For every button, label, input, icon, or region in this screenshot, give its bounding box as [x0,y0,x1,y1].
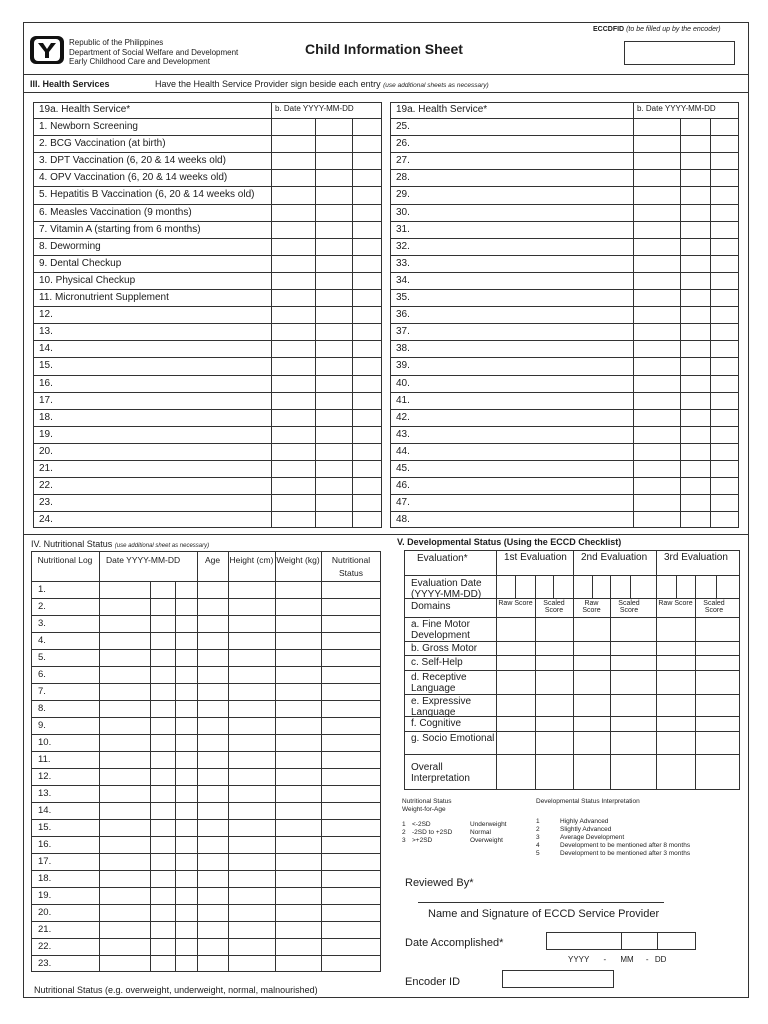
legend-text: Highly Advanced [560,818,609,825]
health-date-field[interactable] [272,187,380,202]
nutrition-header-cell: Date YYYY-MM-DD [106,555,181,565]
domain-label: b. Gross Motor [411,643,478,654]
nutrition-row-label: 21. [38,924,52,935]
header-divider [23,74,749,75]
health-section-title: III. Health Services [30,79,110,89]
health-date-field[interactable] [272,273,380,288]
col-health-service: 19a. Health Service* [39,104,131,115]
eccdfid-label: ECCDFID (to be filled up by the encoder) [593,26,721,33]
date-format-hint: YYYY - MM - DD [568,955,667,964]
nutrition-row-label: 3. [38,618,46,629]
health-row-label: 7. Vitamin A (starting from 6 months) [39,223,201,235]
table-rule [404,575,740,576]
health-date-field[interactable] [272,512,380,527]
table-rule [150,581,151,972]
nutrition-row-label: 4. [38,635,46,646]
table-rule [31,768,381,769]
nutrition-row-label: 12. [38,771,52,782]
health-date-field[interactable] [272,324,380,339]
health-row-label: 9. Dental Checkup [39,257,122,269]
dev-legend-item [536,834,736,842]
health-date-field[interactable] [272,444,380,459]
table-rule [31,870,381,871]
raw-score-header: Raw Score [498,600,533,607]
table-rule [31,598,381,599]
health-row-label: 24. [39,514,53,526]
health-date-field[interactable] [634,410,737,425]
raw-score-header: Raw Score [582,600,601,614]
table-rule [716,575,717,598]
table-rule [695,575,696,790]
health-row-label: 28. [396,172,410,184]
table-rule [175,581,176,972]
legend-text: Development to be mentioned after 3 months [560,850,691,857]
table-rule [404,655,740,656]
legend-text: 2 [536,826,540,833]
table-rule [31,938,381,939]
health-date-field[interactable] [272,393,380,408]
dev-legend-item [536,842,736,850]
legend-text: -2SD to +2SD [412,829,453,836]
health-date-field[interactable] [634,495,737,510]
health-row-label: 34. [396,274,410,286]
health-row-label: 29. [396,189,410,201]
health-row-label: 11. Micronutrient Supplement [39,292,169,303]
health-row-label: 23. [39,497,53,509]
dev-legend-item [536,826,736,834]
health-date-field[interactable] [634,444,737,459]
table-rule [31,904,381,905]
nutrition-row-label: 6. [38,669,46,680]
domain-label: c. Self-Help [411,657,463,668]
legend-text: 2 [402,829,406,836]
legend-text: Average Development [560,834,625,841]
table-rule [592,575,593,598]
nutrition-legend-item [402,837,532,845]
nutrition-header-cell: Height (cm) [229,555,274,565]
health-row-label: 4. OPV Vaccination (6, 20 & 14 weeks old) [39,172,228,184]
evaluation-date-label: Evaluation Date (YYYY-MM-DD) [411,578,482,600]
health-date-field[interactable] [634,512,737,527]
health-date-field[interactable] [272,256,380,271]
development-section-title: V. Developmental Status (Using the ECCD Checklist) [397,537,622,547]
nutrition-row-label: 17. [38,856,52,867]
health-date-field[interactable] [634,222,737,237]
table-rule [630,575,631,598]
nutrition-section-title: IV. Nutritional Status (use additional sheet as necessary) [31,539,210,549]
table-rule [515,575,516,598]
health-row-label: 39. [396,360,410,372]
health-date-field[interactable] [634,290,737,305]
org-line-3: Early Childhood Care and Development [69,57,210,66]
dev-legend-item [536,818,736,826]
legend-text: >+2SD [412,837,433,844]
table-rule [656,550,657,790]
domain-label: e. Expressive Language [411,696,472,718]
nutrition-row-label: 7. [38,686,46,697]
col-date: b. Date YYYY-MM-DD [637,104,716,113]
table-rule [31,632,381,633]
health-row-label: 17. [39,394,53,406]
table-rule [404,617,740,618]
dev-legend-item [536,850,736,858]
health-date-field[interactable] [272,307,380,322]
dev-legend [536,798,736,858]
table-rule [31,785,381,786]
nutrition-row-label: 23. [38,958,52,969]
health-row-label: 48. [396,514,410,526]
health-row-label: 25. [396,121,410,132]
table-rule [676,575,677,598]
nutrition-row-label: 10. [38,737,52,748]
dswd-logo [29,35,65,65]
health-date-field[interactable] [634,153,737,168]
health-date-field[interactable] [272,478,380,493]
table-rule [31,853,381,854]
raw-score-header: Raw Score [658,600,693,607]
nutrition-row-label: 5. [38,652,46,663]
health-row-label: 44. [396,445,410,457]
header-divider-2 [23,92,749,93]
nutrition-row-label: 8. [38,703,46,714]
health-row-label: 6. Measles Vaccination (9 months) [39,206,192,218]
health-date-field[interactable] [634,393,737,408]
health-date-field[interactable] [272,222,380,237]
health-row-label: 46. [396,480,410,492]
section-divider [23,534,749,535]
health-date-field[interactable] [272,358,380,373]
legend-text: 3 [402,837,406,844]
signature-caption: Name and Signature of ECCD Service Provider [428,908,660,920]
health-row-label: 19. [39,428,53,440]
scaled-score-header: Scaled Score [618,600,640,614]
table-rule [404,641,740,642]
table-rule [31,836,381,837]
health-row-label: 41. [396,394,410,406]
table-rule [404,754,740,755]
nutrition-legend [402,798,532,845]
health-date-field[interactable] [634,170,737,185]
legend-text: 1 [402,821,406,828]
table-rule [573,550,574,790]
scaled-score-header: Scaled Score [703,600,725,614]
table-rule [31,802,381,803]
health-date-field[interactable] [634,136,737,151]
health-row-label: 43. [396,428,410,440]
scaled-score-header: Scaled Score [543,600,565,614]
health-row-label: 1. Newborn Screening [39,121,138,132]
health-row-label: 8. Deworming [39,240,101,252]
encoder-id-field[interactable] [502,970,614,988]
nutrition-row-label: 2. [38,601,46,612]
nutrition-header-cell: Age [204,555,221,565]
org-line-2: Department of Social Welfare and Development [69,47,239,57]
table-rule [31,717,381,718]
evaluation-header: 3rd Evaluation [664,552,728,563]
health-date-field[interactable] [272,341,380,356]
nutrition-row-label: 11. [38,754,51,765]
health-row-label: 16. [39,377,53,389]
health-row-label: 31. [396,223,410,235]
health-date-field[interactable] [272,170,380,185]
health-row-label: 14. [39,343,53,355]
table-rule [31,819,381,820]
health-date-field[interactable] [272,205,380,220]
health-row-label: 2. BCG Vaccination (at birth) [39,138,166,150]
table-rule [31,751,381,752]
health-row-label: 13. [39,326,53,338]
domain-label: d. Receptive Language [411,672,467,694]
domain-label: f. Cognitive [411,718,462,729]
nutrition-row-label: 19. [38,890,52,901]
table-rule [31,921,381,922]
nutrition-footer: Nutritional Status (e.g. overweight, underweight, normal, malnourished) [34,985,318,995]
domain-label: a. Fine Motor Development [411,619,470,641]
health-row-label: 45. [396,463,410,474]
health-date-field[interactable] [634,341,737,356]
health-date-field[interactable] [272,136,380,151]
health-date-field[interactable] [272,239,380,254]
evaluation-header: 2nd Evaluation [581,552,648,563]
health-date-field[interactable] [634,307,737,322]
table-rule [404,694,740,695]
table-rule [31,887,381,888]
table-rule [496,550,497,790]
health-row-label: 30. [396,206,410,218]
health-row-label: 32. [396,240,410,252]
health-row-label: 18. [39,411,53,423]
health-row-label: 37. [396,326,410,338]
org-line-1: Republic of the Philippines [69,38,164,47]
col-date: b. Date YYYY-MM-DD [275,104,354,113]
health-instruction: Have the Health Service Provider sign beside each entry (use additional sheets as necessary) [155,79,489,89]
page-title: Child Information Sheet [305,41,463,57]
health-date-field[interactable] [272,376,380,391]
nutrition-row-label: 14. [38,805,52,816]
evaluation-header: 1st Evaluation [504,552,567,563]
org-block [69,38,238,67]
legend-text: <-2SD [412,821,431,828]
reviewed-by-label: Reviewed By* [405,877,474,889]
health-row-label: 40. [396,377,410,389]
table-rule [553,575,554,598]
domain-label: Overall Interpretation [411,762,470,784]
health-date-field[interactable] [634,187,737,202]
health-row-label: 35. [396,292,410,303]
health-date-field[interactable] [634,324,737,339]
table-rule [31,615,381,616]
health-row-label: 5. Hepatitis B Vaccination (6, 20 & 14 weeks old) [39,189,255,201]
nutrition-row-label: 22. [38,941,52,952]
health-date-field[interactable] [634,376,737,391]
legend-text: Overweight [470,837,503,844]
date-accomplished-field[interactable] [546,932,696,950]
health-row-label: 36. [396,309,410,321]
table-rule [404,731,740,732]
health-date-field[interactable] [272,495,380,510]
nutrition-legend-item [402,829,532,837]
health-date-field[interactable] [272,410,380,425]
col-health-service: 19a. Health Service* [396,104,488,115]
nutrition-row-label: 9. [38,720,46,731]
nutrition-row-label: 13. [38,788,52,799]
health-row-label: 42. [396,411,410,423]
table-rule [31,734,381,735]
encoder-id-label: Encoder ID [405,976,461,988]
legend-text: Underweight [470,821,507,828]
table-rule [31,955,381,956]
nutrition-header-cell: Nutritional Log [37,555,93,565]
health-date-field[interactable] [634,119,737,134]
health-row-label: 38. [396,343,410,355]
legend-text: Slightly Advanced [560,826,612,833]
nutrition-header-cell: Weight (kg) [276,555,320,565]
evaluation-label: Evaluation* [417,553,468,564]
health-row-label: 15. [39,360,53,372]
health-date-field[interactable] [272,290,380,305]
domain-label: g. Socio Emotional [411,733,495,744]
legend-text: 4 [536,842,540,849]
health-date-field[interactable] [634,205,737,220]
table-rule [31,649,381,650]
nutrition-legend-item [402,821,532,829]
health-row-label: 22. [39,480,53,492]
health-date-field[interactable] [634,273,737,288]
legend-text: Development to be mentioned after 8 months [560,842,691,849]
health-date-field[interactable] [634,358,737,373]
eccdfid-box[interactable] [624,41,735,65]
nutrition-row-label: 20. [38,907,52,918]
date-accomplished-label: Date Accomplished* [405,937,504,949]
dev-legend-title: Developmental Status Interpretation [536,798,640,805]
health-row-label: 33. [396,257,410,269]
health-row-label: 47. [396,497,410,509]
table-rule [31,666,381,667]
table-rule [31,581,381,582]
table-rule [404,670,740,671]
table-rule [610,575,611,790]
health-row-label: 10. Physical Checkup [39,274,136,286]
table-rule [535,575,536,790]
nutrition-row-label: 16. [38,839,52,850]
nutrition-header-cell: Nutritional Status [331,555,371,578]
health-row-label: 20. [39,445,53,457]
legend-text: 1 [536,818,540,825]
health-date-field[interactable] [272,461,380,476]
health-row-label: 21. [39,463,53,474]
nutrition-row-label: 15. [38,822,52,833]
health-row-label: 12. [39,309,53,321]
table-rule [31,683,381,684]
table-rule [31,700,381,701]
health-date-field[interactable] [634,256,737,271]
health-date-field[interactable] [634,427,737,442]
domains-label: Domains [411,601,451,612]
health-row-label: 3. DPT Vaccination (6, 20 & 14 weeks old) [39,155,226,167]
health-row-label: 27. [396,155,410,167]
legend-text: 5 [536,850,540,857]
health-date-field[interactable] [272,153,380,168]
health-date-field[interactable] [634,478,737,493]
health-date-field[interactable] [272,119,380,134]
legend-text: Normal [470,829,491,836]
nutrition-legend-title: Nutritional Status Weight-for-Age [402,798,452,813]
legend-text: 3 [536,834,540,841]
health-date-field[interactable] [634,239,737,254]
nutrition-row-label: 1. [38,584,46,595]
health-date-field[interactable] [272,427,380,442]
health-date-field[interactable] [634,461,737,476]
nutrition-row-label: 18. [38,873,52,884]
health-row-label: 26. [396,138,410,150]
signature-line[interactable] [418,902,664,903]
